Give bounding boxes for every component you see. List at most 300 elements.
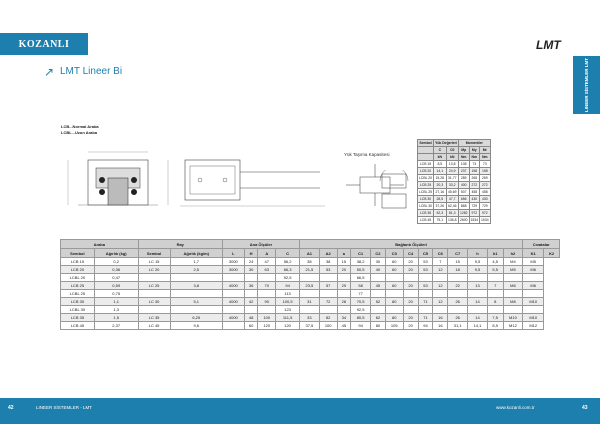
dim-cell: 37,5 (300, 322, 320, 330)
load-row (418, 175, 491, 182)
dim-cell: 14 (468, 314, 488, 322)
dim-col-header: A (258, 249, 276, 258)
dim-cell: 72 (319, 298, 337, 306)
dim-cell: 0,47 (94, 274, 138, 282)
load-cell: 20,3 (434, 182, 446, 189)
load-cell: 400 (458, 182, 469, 189)
dim-cell: 15 (337, 258, 351, 266)
group-araba: Araba (61, 240, 139, 249)
dim-cell: 33 (300, 314, 320, 322)
page-title: LMT Lineer Bi (60, 66, 123, 77)
dim-cell: 58 (351, 282, 371, 290)
load-cell: 158 (480, 168, 491, 175)
load-cell: 37,26 (435, 204, 445, 208)
dim-col-header: h2 (503, 249, 523, 258)
dim-cell: 45 (337, 322, 351, 330)
load-cell: 8,5 (434, 161, 446, 168)
dim-cell: 66,5 (351, 274, 371, 282)
dim-col-header: Sembol (61, 249, 95, 258)
load-cell: 507 (458, 189, 469, 196)
load-cell: 237 (458, 168, 469, 175)
load-cell: 24,9 (446, 168, 458, 175)
dim-col-header: A1 (300, 249, 320, 258)
load-cell: LCB 45 (418, 217, 434, 224)
dim-cell: 4000 (222, 314, 244, 322)
unit-my: Nm (469, 154, 480, 161)
load-cell: 15,28 (435, 176, 445, 180)
dim-cell (222, 306, 244, 314)
kozanli-logo: KOZANLI (18, 38, 70, 50)
dim-cell: M5 (523, 258, 544, 266)
carriage-front-drawing (58, 140, 188, 220)
load-cell: 1534 (481, 218, 489, 222)
dim-cell (244, 306, 258, 314)
dim-col-header: a (337, 249, 351, 258)
dim-cell: 90 (258, 298, 276, 306)
dim-cell: 20 (403, 322, 418, 330)
load-row (418, 196, 491, 203)
dim-cell: 0,36 (94, 266, 138, 274)
load-cell: 458 (469, 189, 480, 196)
dim-col-header: C1 (351, 249, 371, 258)
dim-cell (433, 290, 448, 298)
load-cell: 73 (469, 161, 480, 168)
dim-cell (258, 290, 276, 298)
dim-cell: 16 (433, 322, 448, 330)
dim-cell (222, 274, 244, 282)
dim-cell: 0,2 (94, 258, 138, 266)
dim-cell: 9,6 (170, 322, 222, 330)
dim-col-header: h (468, 249, 488, 258)
dim-row (61, 266, 560, 274)
dim-cell: 42 (244, 298, 258, 306)
dim-row (61, 314, 560, 322)
load-cell: LCBL 20 (419, 176, 433, 180)
dim-row (61, 282, 560, 290)
dim-cell: M4 (503, 258, 523, 266)
dim-cell: M5 (503, 266, 523, 274)
dim-cell: 15 (448, 258, 468, 266)
dim-cell: 3,8 (170, 282, 222, 290)
dim-cell (300, 306, 320, 314)
dim-cell: 0,59 (94, 282, 138, 290)
unit-c0: kN (446, 154, 458, 161)
load-cell: 269 (480, 175, 491, 182)
dim-cell (244, 274, 258, 282)
load-row (418, 182, 491, 189)
dim-cell: LCB 30 (61, 298, 95, 306)
dim-cell: LC 15 (138, 258, 170, 266)
dim-cell: 3000 (222, 266, 244, 274)
dim-cell: 48 (244, 314, 258, 322)
dim-cell (468, 290, 488, 298)
dim-col-header: C5 (418, 249, 433, 258)
dim-cell (337, 306, 351, 314)
dim-cell (385, 306, 403, 314)
dim-col-header: h1 (487, 249, 503, 258)
dim-cell: 38 (300, 258, 320, 266)
dim-cell: LC 20 (138, 266, 170, 274)
dim-col-header: Ağırlık (kg) (94, 249, 138, 258)
dim-cell: 1,3 (94, 306, 138, 314)
load-cell: 33,2 (446, 182, 458, 189)
dim-cell: 123 (276, 306, 300, 314)
load-cell: LCBL 25 (419, 190, 433, 194)
dim-cell: M12 (523, 322, 544, 330)
dim-cell (258, 274, 276, 282)
dim-cell (448, 306, 468, 314)
dim-cell: 20 (403, 266, 418, 274)
dim-cell: LCBL 30 (61, 306, 95, 314)
dim-cell (319, 274, 337, 282)
dim-cell: 22 (448, 282, 468, 290)
dim-cell: 13 (468, 282, 488, 290)
dim-cell: 80 (370, 322, 385, 330)
load-cell: 265 (469, 175, 480, 182)
dim-cell (448, 290, 468, 298)
dim-cell (385, 274, 403, 282)
dim-cell (138, 274, 170, 282)
dim-cell: 62 (370, 314, 385, 322)
legend-normal: LCB...Normal Araba (61, 124, 99, 129)
page-number-left: 42 (8, 405, 14, 411)
load-cell: 108 (458, 161, 469, 168)
dim-cell (319, 290, 337, 298)
dim-cell: M10 (523, 314, 544, 322)
dim-cell: 71 (418, 298, 433, 306)
dim-col-header: C7 (448, 249, 468, 258)
dim-cell: 7 (433, 258, 448, 266)
dim-cell: 12 (433, 282, 448, 290)
dim-cell (418, 306, 433, 314)
dim-cell: 80,5 (351, 314, 371, 322)
dim-cell (503, 274, 523, 282)
dim-cell (468, 306, 488, 314)
col-my: My (469, 147, 480, 154)
dim-cell: 120 (258, 322, 276, 330)
dim-cell: 28 (337, 298, 351, 306)
dim-cell: 16 (433, 314, 448, 322)
dim-cell: 1,5 (94, 314, 138, 322)
dim-row (61, 322, 560, 330)
dim-cell: LCB 20 (61, 266, 95, 274)
dim-cell (403, 290, 418, 298)
dim-cell: 53 (418, 266, 433, 274)
load-cell: 13,8 (446, 161, 458, 168)
dim-cell: LC 45 (138, 322, 170, 330)
dim-cell: 53 (418, 282, 433, 290)
dim-cell (222, 290, 244, 298)
load-capacity-caption: Yük Taşıma Kapasitesi (344, 152, 390, 157)
load-cell: 729 (469, 203, 480, 210)
load-cell: 136,8 (447, 218, 457, 222)
load-cell: 729 (480, 203, 491, 210)
dim-cell: M10 (523, 298, 544, 306)
dim-cell: 94 (418, 322, 433, 330)
footer-left-text: LINEER SİSTEMLER - LMT (36, 405, 93, 410)
load-cell: 73 (480, 161, 491, 168)
dim-cell: 38,2 (351, 258, 371, 266)
dim-col-header: Sembol (138, 249, 170, 258)
dim-cell: LCBL 20 (61, 274, 95, 282)
dim-cell (448, 274, 468, 282)
dim-cell (503, 306, 523, 314)
dim-cell (370, 290, 385, 298)
load-cell: LCB 25 (418, 182, 434, 189)
dim-cell: 38 (319, 258, 337, 266)
dim-cell (487, 290, 503, 298)
dim-cell: 60 (244, 322, 258, 330)
dim-cell: 20 (337, 266, 351, 274)
load-cell: 14,1 (434, 168, 446, 175)
load-row (418, 217, 491, 224)
dim-cell: 71 (418, 314, 433, 322)
dim-col-header: C2 (370, 249, 385, 258)
dim-cell: 7,5 (487, 314, 503, 322)
dim-cell: 113 (276, 290, 300, 298)
load-cell: 45,69 (447, 190, 457, 194)
load-cell: 272 (469, 182, 480, 189)
dim-cell: 56,2 (276, 258, 300, 266)
dim-cell: 26 (448, 314, 468, 322)
load-row (418, 210, 491, 217)
dim-col-header: C4 (403, 249, 418, 258)
dim-cell: LC 35 (138, 314, 170, 322)
dim-cell: 7 (487, 282, 503, 290)
dim-cell: 8,9 (487, 322, 503, 330)
dim-cell: 3000 (222, 258, 244, 266)
dim-cell (433, 274, 448, 282)
dim-cell: 53 (319, 266, 337, 274)
dim-cell: LC 30 (138, 298, 170, 306)
moment-diagram (376, 170, 412, 220)
load-cell: 430 (469, 196, 480, 203)
load-cell: LCBL 30 (419, 204, 433, 208)
dim-cell (403, 274, 418, 282)
dim-cell: 23,5 (300, 282, 320, 290)
dim-cell: 4000 (222, 298, 244, 306)
dim-col-header: C3 (385, 249, 403, 258)
dim-cell: M8 (503, 298, 523, 306)
dim-cell: 31 (300, 298, 320, 306)
dim-cell: 66,3 (276, 266, 300, 274)
dim-cell (300, 290, 320, 298)
dim-cell: LC 25 (138, 282, 170, 290)
dim-cell: 1,1 (94, 298, 138, 306)
dim-cell: 105 (385, 322, 403, 330)
dim-col-header: A2 (319, 249, 337, 258)
dim-cell: 0,75 (94, 290, 138, 298)
dim-cell (468, 274, 488, 282)
dim-row (61, 298, 560, 306)
dim-cell: 20 (403, 258, 418, 266)
dim-col-header: H (244, 249, 258, 258)
col-c: C (434, 147, 446, 154)
dim-cell: 120 (276, 322, 300, 330)
load-cell: 972 (469, 210, 480, 217)
dim-cell: 30 (370, 258, 385, 266)
dim-row (61, 258, 560, 266)
unit-cell (418, 147, 434, 154)
dim-cell: 63 (258, 266, 276, 274)
dim-cell: 80 (385, 314, 403, 322)
dim-cell: 94 (351, 322, 371, 330)
dim-cell: LCB 35 (61, 314, 95, 322)
dim-cell: 47 (258, 258, 276, 266)
dim-cell (170, 290, 222, 298)
dim-cell: M6 (523, 266, 544, 274)
dim-cell: 9,5 (468, 258, 488, 266)
dim-cell: 6,25 (170, 314, 222, 322)
dim-cell: 50,5 (351, 266, 371, 274)
side-tab-label: LINEER SİSTEMLER LMT (584, 58, 589, 112)
dim-cell: 60 (385, 282, 403, 290)
load-cell: 430 (480, 196, 491, 203)
load-row (418, 203, 491, 210)
load-cell: 458 (480, 189, 491, 196)
dim-row (61, 274, 560, 282)
dim-cell (244, 290, 258, 298)
group-main-dimensions: Ana Ölçüler (222, 240, 299, 249)
dim-cell: 31,1 (448, 322, 468, 330)
col-mr: Mr (480, 147, 491, 154)
dim-cell: 40 (370, 266, 385, 274)
load-row (418, 168, 491, 175)
dim-cell: 53 (418, 258, 433, 266)
dim-cell: 4000 (222, 282, 244, 290)
group-connection-dimensions: Bağlantı Ölçüleri (300, 240, 523, 249)
dim-col-header: Ağırlık (kg/m) (170, 249, 222, 258)
dim-cell: 2,37 (94, 322, 138, 330)
dim-cell: 70 (258, 282, 276, 290)
dim-cell (487, 306, 503, 314)
dim-cell: 20 (403, 314, 418, 322)
col-load-values: Yük Değerleri (435, 141, 457, 145)
dim-cell: 5,1 (170, 298, 222, 306)
dim-cell: 21,5 (300, 266, 320, 274)
dim-cell: 52 (370, 298, 385, 306)
dim-cell: 8 (487, 298, 503, 306)
dim-cell (337, 274, 351, 282)
load-cell: 81,3 (446, 210, 458, 217)
dim-cell (337, 290, 351, 298)
dim-cell (258, 306, 276, 314)
dim-row (61, 306, 560, 314)
load-cell: LCB 15 (418, 161, 434, 168)
dim-cell: 92,5 (351, 306, 371, 314)
load-cell: 289 (458, 175, 469, 182)
load-cell: 52,3 (434, 210, 446, 217)
load-cell: 272 (480, 182, 491, 189)
load-capacity-table (417, 139, 491, 224)
dim-cell (503, 290, 523, 298)
dim-col-header: C (276, 249, 300, 258)
group-bolts: Cıvatalar (523, 240, 560, 249)
dim-cell: 24 (244, 258, 258, 266)
dim-col-header: L (222, 249, 244, 258)
dim-cell (222, 322, 244, 330)
load-cell: 47,7 (446, 196, 458, 203)
load-cell: 868 (458, 203, 469, 210)
dim-cell (487, 274, 503, 282)
legend-long: LCBL...Uzun Araba (61, 130, 98, 135)
dim-cell: 60 (385, 258, 403, 266)
load-cell: 158 (469, 168, 480, 175)
col-c0: C0 (446, 147, 458, 154)
load-cell: LCB 20 (418, 168, 434, 175)
dim-cell (138, 306, 170, 314)
dim-cell: 34 (337, 314, 351, 322)
dim-cell: 12 (433, 298, 448, 306)
footer-website[interactable]: www.kozanli.com.tr (496, 405, 535, 410)
dim-cell (433, 306, 448, 314)
dim-cell: 45 (370, 282, 385, 290)
dim-cell (418, 290, 433, 298)
dim-cell: 9,5 (468, 266, 488, 274)
dim-cell: 82 (319, 314, 337, 322)
group-ray: Ray (138, 240, 222, 249)
dim-cell: 94 (276, 282, 300, 290)
dim-cell: 111,5 (276, 314, 300, 322)
dim-cell: LCB 15 (61, 258, 95, 266)
load-cell: LCB 35 (418, 210, 434, 217)
dim-cell (523, 290, 544, 298)
unit-mp: Nm (458, 154, 469, 161)
dim-cell (300, 274, 320, 282)
dim-cell: 57 (319, 282, 337, 290)
unit-mr: Nm (480, 154, 491, 161)
dim-cell (170, 306, 222, 314)
col-symbol: Sembol (419, 141, 432, 145)
col-moments: Momentler (458, 140, 490, 147)
dim-cell: 12 (433, 266, 448, 274)
dim-cell: 100 (258, 314, 276, 322)
dim-cell (418, 274, 433, 282)
dim-cell: 20 (403, 298, 418, 306)
dim-cell: M10 (503, 314, 523, 322)
dim-cell: 100,5 (276, 298, 300, 306)
dim-cell: 92,5 (276, 274, 300, 282)
load-cell: LCB 30 (418, 196, 434, 203)
dim-cell: 14,1 (468, 322, 488, 330)
dim-cell (370, 306, 385, 314)
dim-cell: 26 (448, 298, 468, 306)
dim-col-header: K2 (544, 249, 560, 258)
dim-cell: LCB 45 (61, 322, 95, 330)
dim-cell: 36 (244, 282, 258, 290)
dim-cell: LCBL 25 (61, 290, 95, 298)
dim-cell: 77 (351, 290, 371, 298)
load-row (418, 189, 491, 196)
dim-cell: 20 (403, 282, 418, 290)
dim-cell: 80 (385, 298, 403, 306)
dim-cell (370, 274, 385, 282)
dim-cell: 100 (319, 322, 337, 330)
load-cell: 656 (458, 196, 469, 203)
dim-cell: 2,5 (170, 266, 222, 274)
dim-cell: 30 (244, 266, 258, 274)
arrow-up-right-icon: ↗ (44, 65, 55, 79)
dim-cell: M6 (503, 282, 523, 290)
dim-cell (170, 274, 222, 282)
load-cell: 972 (480, 210, 491, 217)
dim-col-header: K1 (523, 249, 544, 258)
dim-col-header: C6 (433, 249, 448, 258)
dim-cell (403, 306, 418, 314)
dim-cell: 60 (385, 266, 403, 274)
carriage-side-drawing (180, 150, 330, 220)
col-mp: Mp (458, 147, 469, 154)
